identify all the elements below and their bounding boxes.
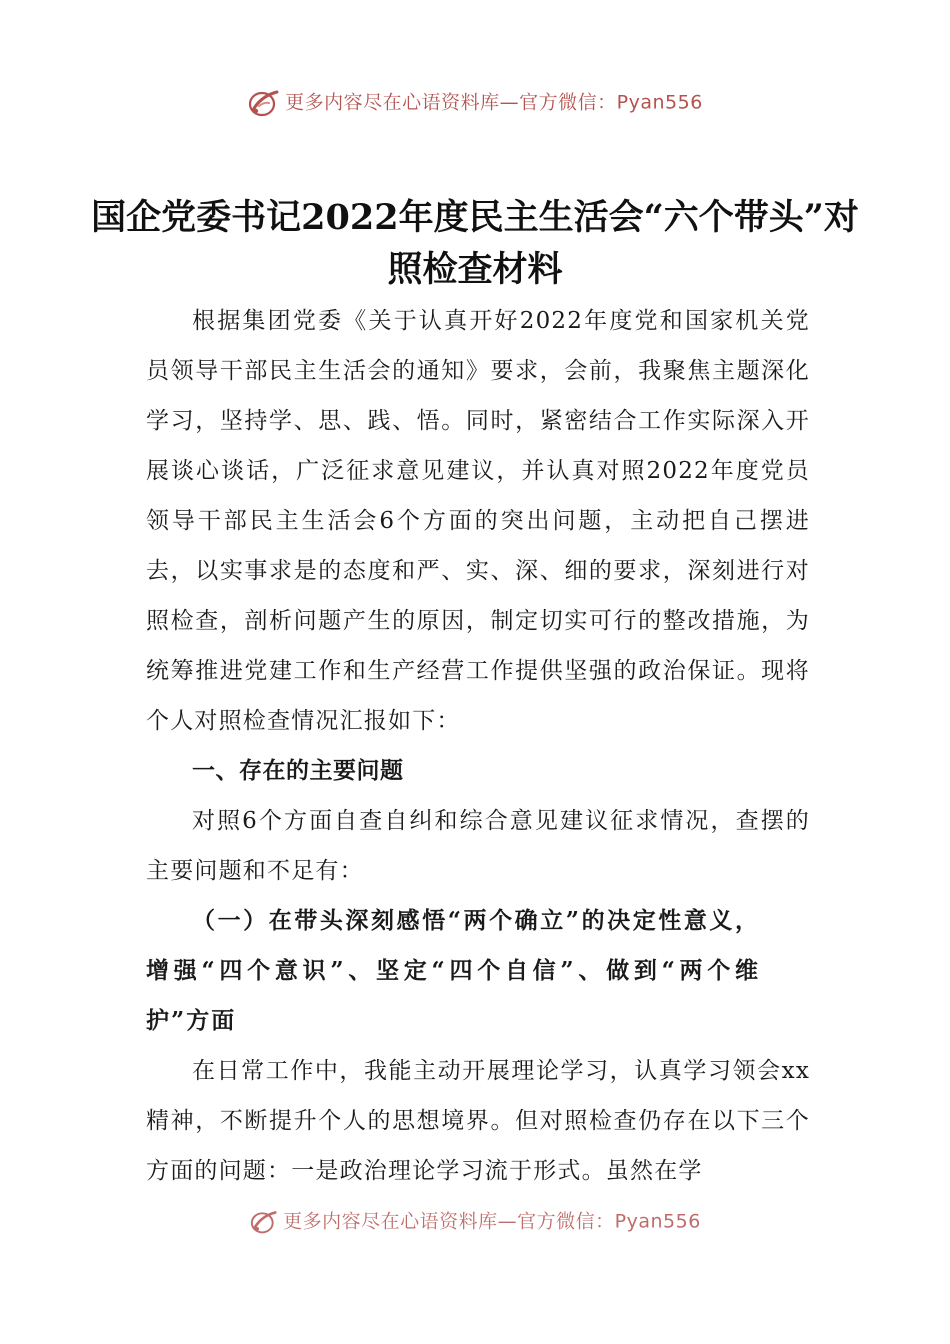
section-1-heading: 一、存在的主要问题: [192, 758, 404, 784]
intro-paragraph: 根据集团党委《关于认真开好2022年度党和国家机关党员领导干部民主生活会的通知》要求，会前，我聚焦主题深化学习，坚持学、思、践、悟。同时，紧密结合工作实际深入开展谈心谈话，广泛征求意见建议，并认真对照2022年度党员领导干部民主生活会6个方面的突出问题，主动把自己摆进去，以实事求是的态度和严、实、深、细的要求，深刻进行对照检查，剖析问题产生的原因，制定切实可行的整改措施，为统筹推进党建工作和生产经营工作提供坚强的政治保证。现将个人对照检查情况汇报如下：: [146, 308, 810, 734]
section-1-paragraph: 对照6个方面自查自纠和综合意见建议征求情况，查摆的主要问题和不足有：: [146, 808, 810, 884]
document-body: [146, 296, 810, 1196]
header-watermark-text: 更多内容尽在心语资料库—官方微信：Pyan556: [285, 91, 703, 114]
brush-logo-icon: [249, 1209, 279, 1235]
footer-watermark-text: 更多内容尽在心语资料库—官方微信：Pyan556: [283, 1210, 701, 1233]
footer-watermark-banner: [0, 1206, 950, 1236]
subsection-1-heading: （一）在带头深刻感悟“两个确立”的决定性意义，增强“四个意识”、坚定“四个自信”、做到“两个维护”方面: [146, 907, 760, 1034]
subsection-1-paragraph: 在日常工作中，我能主动开展理论学习，认真学习领会xx精神，不断提升个人的思想境界。但对照检查仍存在以下三个方面的问题：一是政治理论学习流于形式。虽然在学: [146, 1058, 810, 1184]
header-watermark-banner: [0, 84, 950, 120]
document-title: 国企党委书记2022年度民主生活会“六个带头”对照检查材料: [91, 197, 859, 290]
brush-logo-icon: [247, 88, 281, 118]
